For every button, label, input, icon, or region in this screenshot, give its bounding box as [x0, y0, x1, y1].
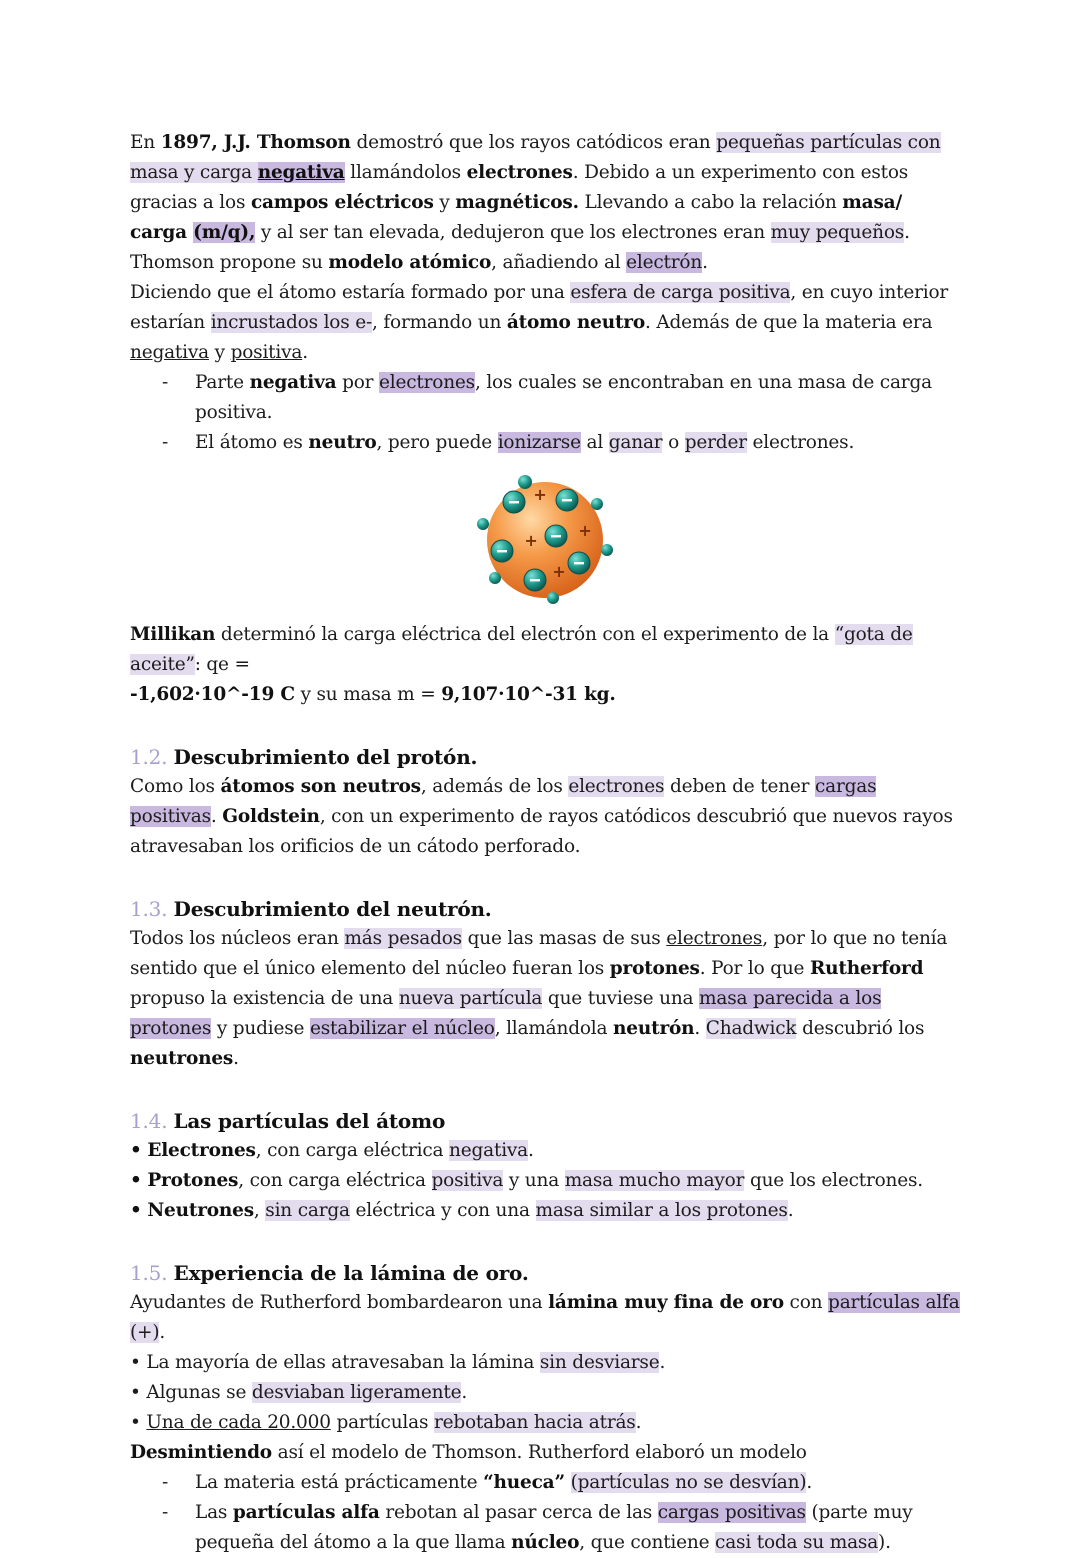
highlight: más pesados: [344, 928, 462, 949]
highlight: ionizarse: [497, 432, 581, 453]
highlight: partículas alfa: [828, 1292, 960, 1313]
rutherford-paragraph: Desmintiendo así el modelo de Thomson. Rutherford elaboró un modelo: [130, 1442, 807, 1463]
atom-description-paragraph: Diciendo que el átomo estaría formado por una esfera de carga positiva, en cuyo interior estarían incrustados los e-, formando un átomo neutro. Además de que la materia era negativa y positiva.: [130, 282, 949, 363]
highlight: cargas positivas: [130, 776, 877, 827]
highlight: pequeñas partículas con masa y carga: [130, 132, 941, 183]
highlight: masa parecida a los protones: [130, 988, 882, 1039]
highlight: negativa: [449, 1140, 529, 1161]
highlight: (+): [130, 1322, 160, 1343]
highlight: perder: [684, 432, 747, 453]
thomson-model-paragraph: Thomson propone su modelo atómico, añadiendo al electrón.: [130, 252, 708, 273]
svg-text:+: +: [533, 485, 547, 504]
bullet-item: • Electrones, con carga eléctrica negativa.: [130, 1140, 534, 1161]
highlight: desviaban ligeramente: [251, 1382, 462, 1403]
highlight: muy pequeños: [770, 222, 905, 243]
section-heading: 1.5. Experiencia de la lámina de oro.: [130, 1261, 529, 1285]
dash-item: - El átomo es neutro, pero puede ionizarse al ganar o perder electrones.: [130, 428, 960, 458]
section-heading: 1.2. Descubrimiento del protón.: [130, 745, 478, 769]
thomson-atom-model-icon: [475, 474, 615, 604]
highlight: casi toda su masa: [715, 1532, 879, 1553]
svg-text:+: +: [552, 562, 566, 581]
document-content: [130, 128, 960, 1558]
dash-item: - Las partículas alfa rebotan al pasar cerca de las cargas positivas (parte muy pequeña del átomo a la que llama núcleo, que contiene casi toda su masa).: [130, 1498, 960, 1558]
highlight: Chadwick: [705, 1018, 797, 1039]
neutron-paragraph: Todos los núcleos eran más pesados que las masas de sus electrones, por lo que no tenía sentido que el único elemento del núcleo fueran los protones. Por lo que Rutherford propuso la existencia de una nueva partícula que tuviese una masa parecida a los protones y pudiese estabilizar el núcleo, llamándola neutrón. Chadwick descubrió los neutrones.: [130, 928, 948, 1069]
bullet-item: • Protones, con carga eléctrica positiva y una masa mucho mayor que los electrones.: [130, 1170, 923, 1191]
highlight: “gota de aceite”: [130, 624, 913, 675]
dash-item: - Parte negativa por electrones, los cuales se encontraban en una masa de carga positiva.: [130, 368, 960, 428]
bullet-item: • Una de cada 20.000 partículas rebotaban hacia atrás.: [130, 1412, 642, 1433]
highlight: masa mucho mayor: [564, 1170, 745, 1191]
highlight: electrones: [379, 372, 475, 393]
highlight: incrustados los e-: [210, 312, 372, 333]
thomson-atom-figure: [130, 474, 960, 614]
highlight: sin desviarse: [539, 1352, 660, 1373]
highlight: sin carga: [265, 1200, 350, 1221]
highlight: nueva partícula: [398, 988, 543, 1009]
highlight: rebotaban hacia atrás: [433, 1412, 636, 1433]
proton-paragraph: Como los átomos son neutros, además de los electrones deben de tener cargas positivas. Goldstein, con un experimento de rayos catódicos descubrió que nuevos rayos atravesaban los orificios de un cátodo perforado.: [130, 776, 953, 857]
section-heading: 1.3. Descubrimiento del neutrón.: [130, 897, 492, 921]
highlight: electrones: [568, 776, 665, 797]
svg-text:+: +: [524, 531, 538, 550]
highlight: esfera de carga positiva: [570, 282, 791, 303]
svg-text:+: +: [578, 521, 592, 540]
highlight: (m/q),: [193, 222, 256, 243]
bullet-item: • Algunas se desviaban ligeramente.: [130, 1382, 468, 1403]
millikan-paragraph: Millikan determinó la carga eléctrica del electrón con el experimento de la “gota de aceite”: qe = -1,602·10^-19 C y su masa m = 9,107·10^-31 kg.: [130, 624, 913, 705]
bullet-item: • La mayoría de ellas atravesaban la lámina sin desviarse.: [130, 1352, 666, 1373]
thomson-paragraph: En 1897, J.J. Thomson demostró que los rayos catódicos eran pequeñas partículas con masa y carga negativa llamándolos electrones. Debido a un experimento con estos gracias a los campos eléctricos y magnéticos. Llevando a cabo la relación masa/ carga (m/q), y al ser tan elevada, dedujeron que los electrones eran muy pequeños.: [130, 132, 941, 243]
highlight: (partículas no se desvían): [570, 1472, 807, 1493]
highlight: masa similar a los protones: [535, 1200, 788, 1221]
highlight: positiva: [431, 1170, 504, 1191]
section-heading: 1.4. Las partículas del átomo: [130, 1109, 446, 1133]
highlight: cargas positivas: [657, 1502, 806, 1523]
dash-item: - La materia está prácticamente “hueca” (partículas no se desvían).: [130, 1468, 960, 1498]
bullet-item: • Neutrones, sin carga eléctrica y con una masa similar a los protones.: [130, 1200, 794, 1221]
highlight: negativa: [257, 162, 345, 183]
highlight: ganar: [608, 432, 663, 453]
highlight: electrón: [626, 252, 703, 273]
gold-foil-paragraph: Ayudantes de Rutherford bombardearon una lámina muy fina de oro con partículas alfa (+).: [130, 1292, 960, 1343]
highlight: estabilizar el núcleo: [309, 1018, 495, 1039]
